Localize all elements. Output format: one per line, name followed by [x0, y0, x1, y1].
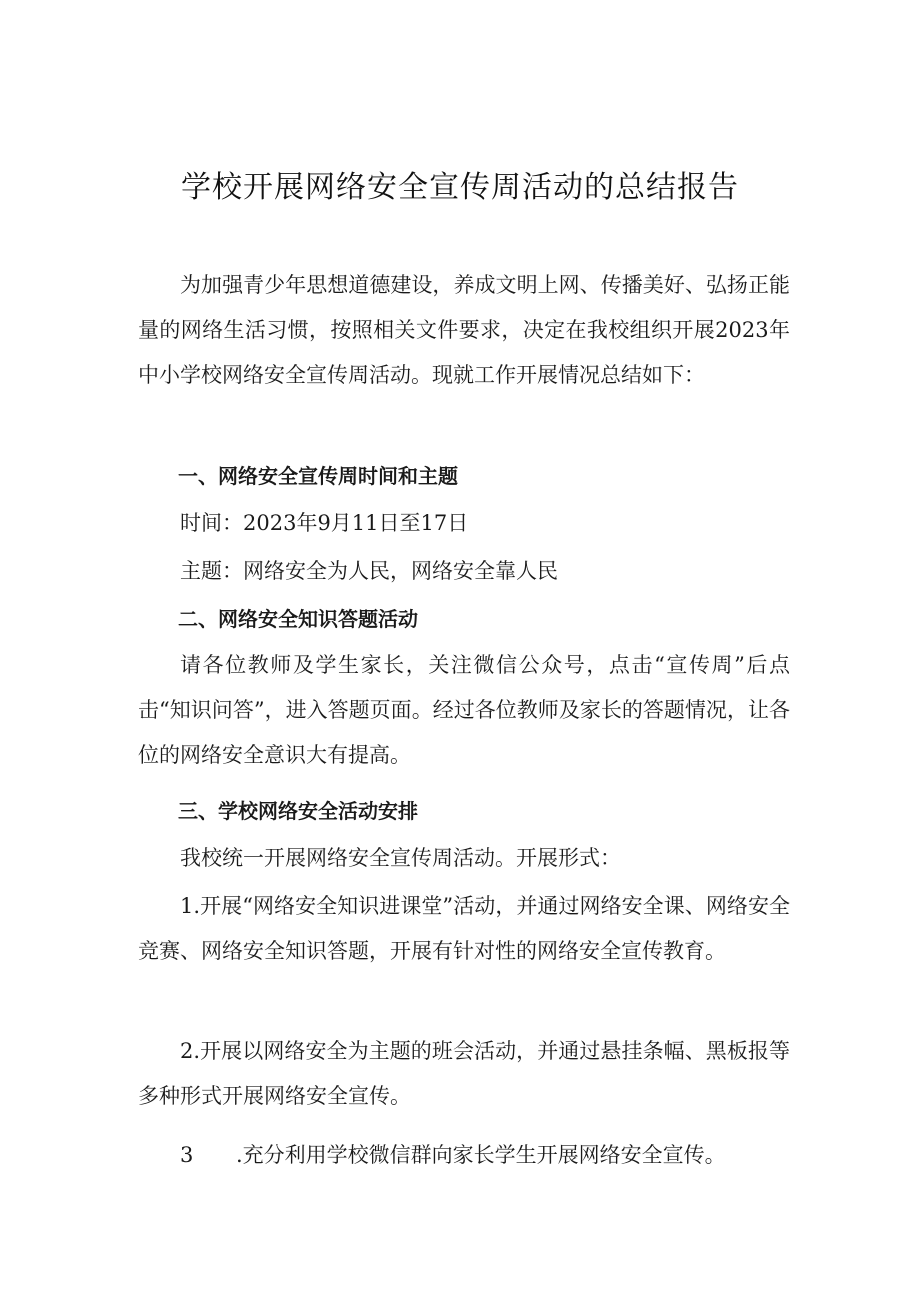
document-title: 学校开展网络安全宣传周活动的总结报告	[181, 170, 739, 205]
section3-heading: 三、学校网络安全活动安排	[178, 799, 418, 823]
section3-item1: 1.开展“网络安全知识进课堂”活动，并通过网络安全课、网络安全竞赛、网络安全知识答题，开展有针对性的网络安全宣传教育。	[138, 894, 790, 963]
section2-body: 请各位教师及学生家长，关注微信公众号，点击“宣传周”后点击“知识问答”，进入答题页面。经过各位教师及家长的答题情况，让各位的网络安全意识大有提高。	[138, 653, 790, 767]
section1-time: 时间：2023年9月11日至17日	[180, 511, 469, 535]
section2-heading: 二、网络安全知识答题活动	[178, 607, 418, 631]
section3-item3-text: .充分利用学校微信群向家长学生开展网络安全宣传。	[236, 1143, 726, 1167]
section3-item2: 2.开展以网络安全为主题的班会活动，并通过悬挂条幅、黑板报等多种形式开展网络安全宣传。	[138, 1039, 790, 1108]
section1-heading: 一、网络安全宣传周时间和主题	[178, 464, 458, 488]
intro-paragraph: 为加强青少年思想道德建设，养成文明上网、传播美好、弘扬正能量的网络生活习惯，按照相关文件要求，决定在我校组织开展2023年中小学校网络安全宣传周活动。现就工作开展情况总结如下：	[138, 273, 790, 387]
section3-item3	[138, 1133, 840, 1178]
section3-item3-number: 3	[180, 1143, 194, 1167]
section1-theme: 主题：网络安全为人民，网络安全靠人民	[180, 559, 558, 583]
section3-intro: 我校统一开展网络安全宣传周活动。开展形式：	[180, 846, 621, 870]
